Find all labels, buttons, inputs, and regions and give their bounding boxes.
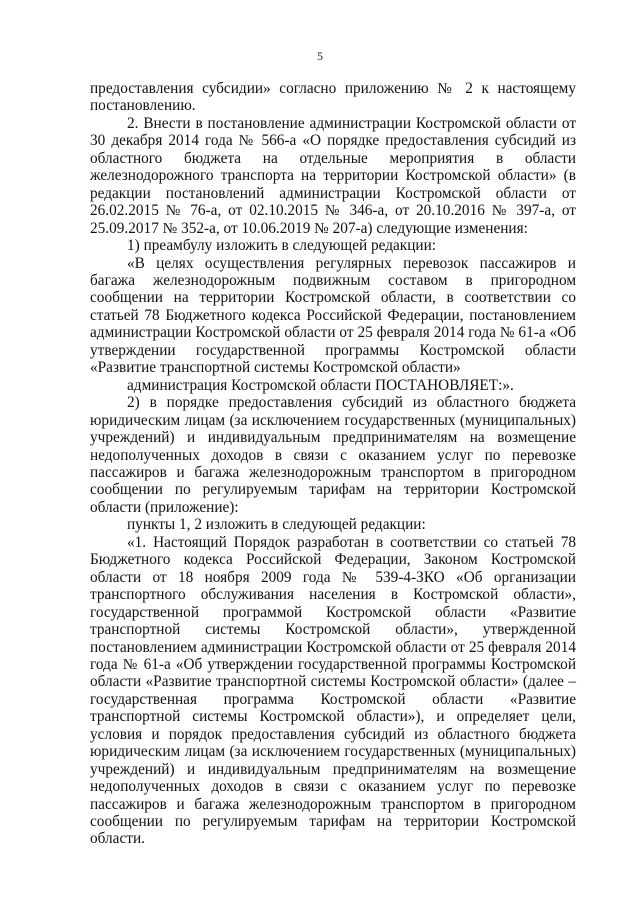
paragraph-item-2: 2. Внести в постановление администрации Костромской области от 30 декабря 2014 года № 566-а «О порядке предоставления субсидий из областного бюджета на отдельные мероприятия в области железнодорожного транспорта на территории Костромской области» (в редакции постановлений администрации Костромской области от 26.02.2015 № 76-а, от 02.10.2015 № 346-а, от 20.10.2016 № 397-а, от 25.09.2017 № 352-а, от 10.06.2019 № 207-а) следующие изменения: — [90, 114, 576, 237]
page-number: 5 — [317, 49, 323, 63]
paragraph-resolves: администрация Костромской области ПОСТАНОВЛЯЕТ:». — [127, 376, 514, 394]
paragraph-subitem-1: 1) преамбулу изложить в следующей редакции: — [127, 237, 437, 255]
paragraph-subitem-2: 2) в порядке предоставления субсидий из областного бюджета юридическим лицам (за исключением государственных (муниципальных) учреждений) и индивидуальным предпринимателям на возмещение недополученных доходов в связи с оказанием услуг по перевозке пассажиров и багажа железнодорожным транспортом в пригородном сообщении по регулируемым тарифам на территории Костромской области (приложение): — [90, 394, 576, 516]
paragraph-points-intro: пункты 1, 2 изложить в следующей редакции: — [127, 516, 426, 534]
document-body — [90, 80, 576, 848]
paragraph-preamble-quote: «В целях осуществления регулярных перевозок пассажиров и багажа железнодорожным подвижным составом в пригородном сообщении на территории Костромской области, в соответствии со статьей 78 Бюджетного кодекса Российской Федерации, постановлением администрации Костромской области от 25 февраля 2014 года № 61-а «Об утверждении государственной программы Костромской области «Развитие транспортной системы Костромской области» — [90, 254, 576, 377]
paragraph-continuation: предоставления субсидии» согласно приложению № 2 к настоящему постановлению. — [90, 80, 576, 115]
paragraph-point-1: «1. Настоящий Порядок разработан в соответствии со статьей 78 Бюджетного кодекса Российской Федерации, Законом Костромской области от 18 ноября 2009 года № 539-4-ЗКО «Об организации транспортного обслуживания населения в Костромской области», государственной программой Костромской области «Развитие транспортной системы Костромской области», утвержденной постановлением администрации Костромской области от 25 февраля 2014 года № 61-а «Об утверждении государственной программы Костромской области «Развитие транспортной системы Костромской области» (далее – государственная программа Костромской области «Развитие транспортной системы Костромской области»), и определяет цели, условия и порядок предоставления субсидий из областного бюджета юридическим лицам (за исключением государственных (муниципальных) учреждений) и индивидуальным предпринимателям на возмещение недополученных доходов в связи с оказанием услуг по перевозке пассажиров и багажа железнодорожным транспортом в пригородном сообщении по регулируемым тарифам на территории Костромской области. — [90, 533, 576, 848]
